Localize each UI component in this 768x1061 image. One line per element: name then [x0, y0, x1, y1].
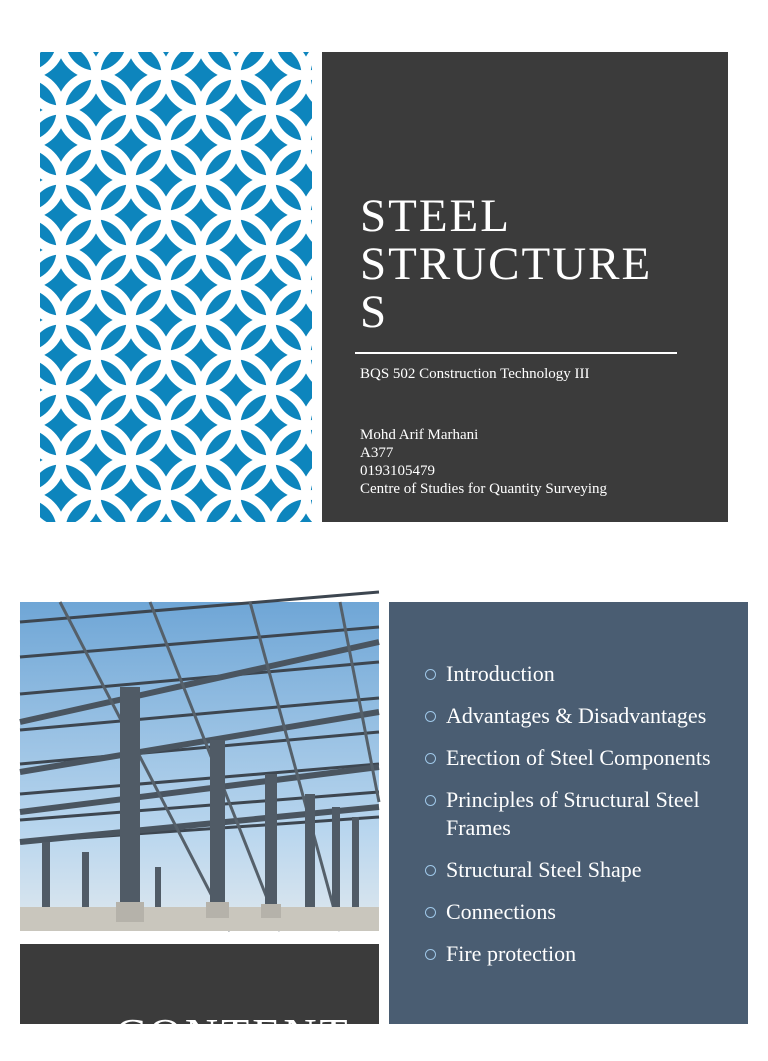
list-item-label: Structural Steel Shape [446, 857, 642, 882]
title-divider [355, 352, 677, 354]
list-item-label: Connections [446, 899, 556, 924]
circle-pattern-graphic [40, 52, 312, 522]
list-item-label: Fire protection [446, 941, 577, 966]
list-item-label: Erection of Steel Components [446, 745, 711, 770]
circle-bullet-icon [425, 669, 436, 680]
title-line-1: STEEL [360, 190, 511, 242]
author-id: A377 [360, 445, 394, 461]
list-item-erection [425, 744, 735, 772]
list-item-connections [425, 898, 735, 926]
circle-bullet-icon [425, 907, 436, 918]
author-name: Mohd Arif Marhani [360, 427, 479, 443]
circle-bullet-icon [425, 949, 436, 960]
list-item-introduction [425, 660, 735, 688]
steel-frame-illustration [20, 602, 379, 931]
list-item-advantages [425, 702, 735, 730]
contents-list-panel [389, 602, 748, 1024]
content-heading: CONTENT [115, 1009, 351, 1060]
pattern-svg [40, 52, 312, 522]
author-department: Centre of Studies for Quantity Surveying [360, 481, 608, 497]
author-phone: 0193105479 [360, 463, 435, 479]
circle-bullet-icon [425, 711, 436, 722]
contents-list [425, 660, 735, 982]
list-item-fire-protection [425, 940, 735, 968]
list-item-label: Advantages & Disadvantages [446, 703, 707, 728]
title-line-2: STRUCTURE [360, 238, 653, 290]
title-line-3: S [360, 286, 389, 338]
list-item-shape [425, 856, 735, 884]
content-heading-panel [20, 944, 379, 1060]
presentation-title [360, 192, 690, 336]
author-details [360, 426, 607, 498]
circle-bullet-icon [425, 865, 436, 876]
course-subtitle: BQS 502 Construction Technology III [360, 366, 590, 382]
list-item-label: Introduction [446, 661, 555, 686]
steel-frame-photo [20, 602, 379, 931]
circle-bullet-icon [425, 795, 436, 806]
list-item-principles [425, 786, 735, 842]
title-panel [322, 52, 728, 522]
list-item-label: Principles of Structural Steel Frames [446, 787, 700, 840]
circle-bullet-icon [425, 753, 436, 764]
